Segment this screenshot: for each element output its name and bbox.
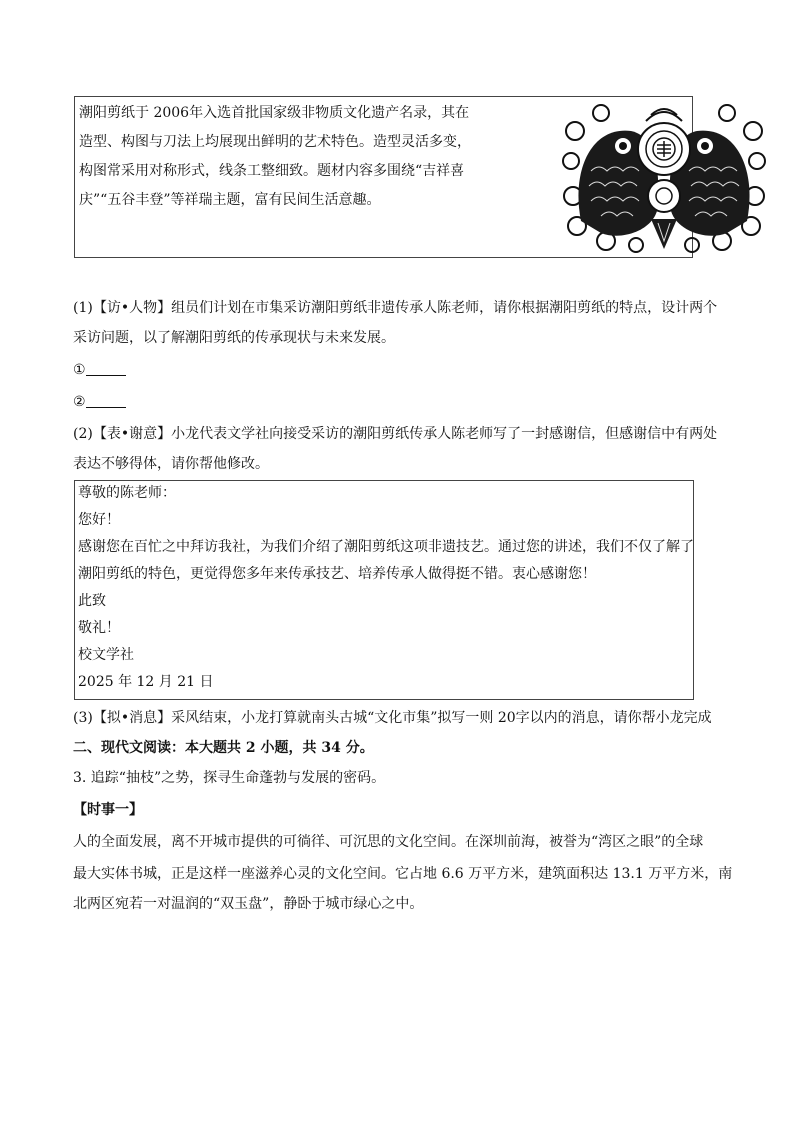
letter-signature: 校文学社 <box>78 647 134 663</box>
blank-underline <box>86 393 126 408</box>
intro-box <box>74 96 693 258</box>
q2-line: 表达不够得体，请你帮他修改。 <box>73 456 269 472</box>
blank-underline <box>86 361 126 376</box>
intro-line: 潮阳剪纸于 2006年入选首批国家级非物质文化遗产名录，其在 <box>79 105 470 121</box>
q1-line: 采访问题，以了解潮阳剪纸的传承现状与未来发展。 <box>73 330 395 346</box>
paragraph-line: 最大实体书城，正是这样一座滋养心灵的文化空间。它占地 6.6 万平方米，建筑面积达 13.1 万平方米，南 <box>73 866 733 882</box>
q1-line: (1)【访•人物】组员们计划在市集采访潮阳剪纸非遗传承人陈老师，请你根据潮阳剪纸的特点，设计两个 <box>73 300 718 316</box>
intro-line: 构图常采用对称形式，线条工整细致。题材内容多围绕“吉祥喜 <box>79 163 465 179</box>
paragraph-line: 人的全面发展，离不开城市提供的可徜徉、可沉思的文化空间。在深圳前海，被誉为“湾区之眼”的全球 <box>73 834 704 850</box>
blank-marker: ② <box>73 394 86 410</box>
letter-body: 潮阳剪纸的特色，更觉得您多年来传承技艺、培养传承人做得挺不错。衷心感谢您！ <box>78 566 596 582</box>
papercut-fish-flower-image <box>561 101 767 253</box>
intro-line: 造型、构图与刀法上均展现出鲜明的艺术特色。造型灵活多变， <box>79 134 471 150</box>
letter-body: 感谢您在百忙之中拜访我社，为我们介绍了潮阳剪纸这项非遗技艺。通过您的讲述，我们不仅了解了 <box>78 539 694 555</box>
answer-blank-1[interactable] <box>73 360 126 380</box>
q2-line: (2)【表•谢意】小龙代表文学社向接受采访的潮阳剪纸传承人陈老师写了一封感谢信，但感谢信中有两处 <box>73 426 718 442</box>
blank-marker: ① <box>73 362 86 378</box>
letter-greeting: 尊敬的陈老师： <box>78 485 176 501</box>
letter-date: 2025 年 12 月 21 日 <box>78 674 214 690</box>
question-title: 3. 追踪“抽枝”之势，探寻生命蓬勃与发展的密码。 <box>73 770 386 786</box>
q3-line: (3)【拟•消息】采风结束，小龙打算就南头古城“文化市集”拟写一则 20字以内的消息，请你帮小龙完成 <box>73 710 712 726</box>
section-heading: 二、现代文阅读：本大题共 2 小题，共 34 分。 <box>73 740 374 756</box>
letter-closing: 敬礼！ <box>78 620 120 636</box>
letter-closing: 此致 <box>78 593 106 609</box>
answer-blank-2[interactable] <box>73 392 126 412</box>
letter-hello: 您好！ <box>78 512 120 528</box>
letter-box <box>74 480 694 700</box>
paragraph-line: 北两区宛若一对温润的“双玉盘”，静卧于城市绿心之中。 <box>73 896 424 912</box>
intro-text <box>79 99 471 215</box>
intro-line: 庆”“五谷丰登”等祥瑞主题，富有民间生活意趣。 <box>79 192 381 208</box>
material-label: 【时事一】 <box>73 802 143 818</box>
